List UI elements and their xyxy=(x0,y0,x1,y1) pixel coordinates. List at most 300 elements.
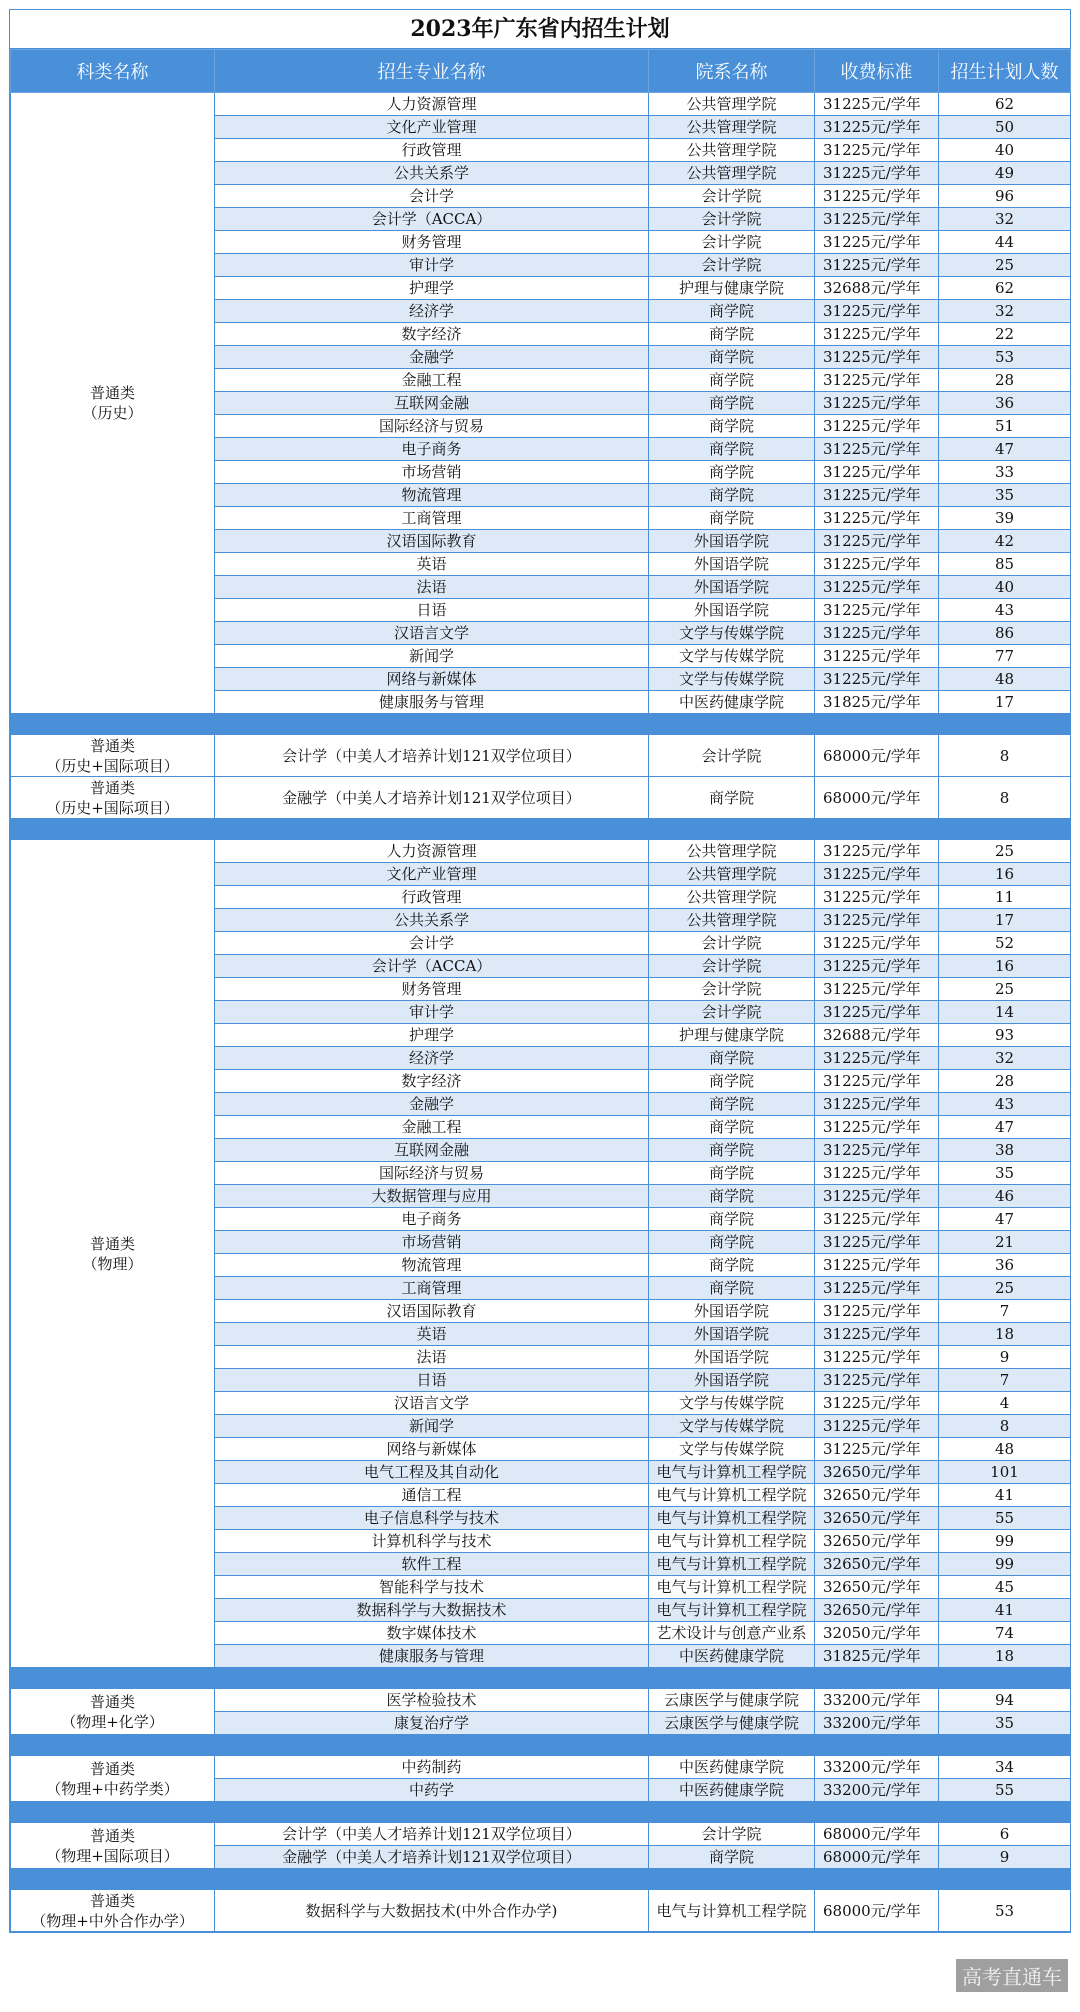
major-cell: 汉语国际教育 xyxy=(215,1300,649,1323)
major-cell: 会计学（中美人才培养计划121双学位项目） xyxy=(215,735,649,777)
major-cell: 工商管理 xyxy=(215,507,649,530)
department-cell: 会计学院 xyxy=(649,955,815,978)
major-cell: 金融学（中美人才培养计划121双学位项目） xyxy=(215,777,649,819)
quota-cell: 8 xyxy=(939,1415,1071,1438)
department-cell: 外国语学院 xyxy=(649,1369,815,1392)
major-cell: 国际经济与贸易 xyxy=(215,415,649,438)
quota-cell: 62 xyxy=(939,277,1071,300)
major-cell: 国际经济与贸易 xyxy=(215,1162,649,1185)
quota-cell: 46 xyxy=(939,1185,1071,1208)
major-cell: 康复治疗学 xyxy=(215,1712,649,1735)
fee-cell: 31225元/学年 xyxy=(815,392,939,415)
department-cell: 商学院 xyxy=(649,1231,815,1254)
major-cell: 日语 xyxy=(215,1369,649,1392)
major-cell: 网络与新媒体 xyxy=(215,1438,649,1461)
fee-cell: 32650元/学年 xyxy=(815,1484,939,1507)
fee-cell: 31225元/学年 xyxy=(815,369,939,392)
department-cell: 商学院 xyxy=(649,507,815,530)
fee-cell: 32688元/学年 xyxy=(815,1024,939,1047)
quota-cell: 8 xyxy=(939,777,1071,819)
department-cell: 公共管理学院 xyxy=(649,863,815,886)
major-cell: 数据科学与大数据技术 xyxy=(215,1599,649,1622)
quota-cell: 9 xyxy=(939,1846,1071,1869)
department-cell: 艺术设计与创意产业系 xyxy=(649,1622,815,1645)
major-cell: 文化产业管理 xyxy=(215,116,649,139)
category-cell xyxy=(11,840,215,1668)
fee-cell: 31225元/学年 xyxy=(815,1438,939,1461)
department-cell: 商学院 xyxy=(649,1093,815,1116)
category-line: 普通类 xyxy=(89,1891,135,1910)
fee-cell: 31225元/学年 xyxy=(815,863,939,886)
quota-cell: 43 xyxy=(939,1093,1071,1116)
major-cell: 人力资源管理 xyxy=(215,93,649,116)
fee-cell: 31225元/学年 xyxy=(815,553,939,576)
quota-cell: 4 xyxy=(939,1392,1071,1415)
group-separator xyxy=(11,1735,1071,1756)
fee-cell: 31225元/学年 xyxy=(815,1277,939,1300)
quota-cell: 28 xyxy=(939,369,1071,392)
quota-cell: 41 xyxy=(939,1599,1071,1622)
department-cell: 电气与计算机工程学院 xyxy=(649,1507,815,1530)
quota-cell: 35 xyxy=(939,1162,1071,1185)
department-cell: 公共管理学院 xyxy=(649,139,815,162)
quota-cell: 48 xyxy=(939,668,1071,691)
fee-cell: 31225元/学年 xyxy=(815,139,939,162)
fee-cell: 31225元/学年 xyxy=(815,1346,939,1369)
fee-cell: 31225元/学年 xyxy=(815,576,939,599)
major-cell: 文化产业管理 xyxy=(215,863,649,886)
fee-cell: 32650元/学年 xyxy=(815,1599,939,1622)
group-separator xyxy=(11,1869,1071,1890)
department-cell: 外国语学院 xyxy=(649,553,815,576)
fee-cell: 31225元/学年 xyxy=(815,1001,939,1024)
fee-cell: 31225元/学年 xyxy=(815,1116,939,1139)
major-cell: 数字媒体技术 xyxy=(215,1622,649,1645)
group-separator xyxy=(11,714,1071,735)
quota-cell: 85 xyxy=(939,553,1071,576)
fee-cell: 32688元/学年 xyxy=(815,277,939,300)
category-line: （物理+中外合作办学） xyxy=(31,1911,194,1930)
table-row xyxy=(11,1890,1071,1932)
fee-cell: 31225元/学年 xyxy=(815,978,939,1001)
major-cell: 电子信息科学与技术 xyxy=(215,1507,649,1530)
department-cell: 商学院 xyxy=(649,1162,815,1185)
major-cell: 电气工程及其自动化 xyxy=(215,1461,649,1484)
quota-cell: 74 xyxy=(939,1622,1071,1645)
major-cell: 新闻学 xyxy=(215,645,649,668)
quota-cell: 18 xyxy=(939,1645,1071,1668)
major-cell: 医学检验技术 xyxy=(215,1689,649,1712)
fee-cell: 33200元/学年 xyxy=(815,1712,939,1735)
category-cell xyxy=(11,735,215,777)
fee-cell: 31225元/学年 xyxy=(815,1392,939,1415)
department-cell: 公共管理学院 xyxy=(649,93,815,116)
quota-cell: 32 xyxy=(939,1047,1071,1070)
quota-cell: 11 xyxy=(939,886,1071,909)
category-cell xyxy=(11,777,215,819)
quota-cell: 99 xyxy=(939,1553,1071,1576)
fee-cell: 31225元/学年 xyxy=(815,461,939,484)
major-cell: 软件工程 xyxy=(215,1553,649,1576)
department-cell: 云康医学与健康学院 xyxy=(649,1689,815,1712)
fee-cell: 31225元/学年 xyxy=(815,323,939,346)
fee-cell: 31225元/学年 xyxy=(815,1231,939,1254)
quota-cell: 48 xyxy=(939,1438,1071,1461)
major-cell: 会计学（中美人才培养计划121双学位项目） xyxy=(215,1823,649,1846)
fee-cell: 31225元/学年 xyxy=(815,955,939,978)
quota-cell: 21 xyxy=(939,1231,1071,1254)
fee-cell: 31225元/学年 xyxy=(815,1139,939,1162)
separator-band xyxy=(11,1668,1071,1689)
fee-cell: 33200元/学年 xyxy=(815,1689,939,1712)
quota-cell: 40 xyxy=(939,576,1071,599)
quota-cell: 42 xyxy=(939,530,1071,553)
quota-cell: 22 xyxy=(939,323,1071,346)
department-cell: 云康医学与健康学院 xyxy=(649,1712,815,1735)
department-cell: 护理与健康学院 xyxy=(649,277,815,300)
quota-cell: 94 xyxy=(939,1689,1071,1712)
fee-cell: 31225元/学年 xyxy=(815,300,939,323)
fee-cell: 31225元/学年 xyxy=(815,507,939,530)
department-cell: 商学院 xyxy=(649,461,815,484)
department-cell: 商学院 xyxy=(649,1139,815,1162)
major-cell: 智能科学与技术 xyxy=(215,1576,649,1599)
separator-band xyxy=(11,714,1071,735)
quota-cell: 43 xyxy=(939,599,1071,622)
major-cell: 英语 xyxy=(215,1323,649,1346)
group-separator xyxy=(11,819,1071,840)
quota-cell: 49 xyxy=(939,162,1071,185)
major-cell: 数字经济 xyxy=(215,323,649,346)
category-line: 普通类 xyxy=(89,1759,135,1778)
quota-cell: 7 xyxy=(939,1300,1071,1323)
fee-cell: 32650元/学年 xyxy=(815,1553,939,1576)
fee-cell: 31225元/学年 xyxy=(815,438,939,461)
quota-cell: 7 xyxy=(939,1369,1071,1392)
quota-cell: 47 xyxy=(939,438,1071,461)
department-cell: 文学与传媒学院 xyxy=(649,622,815,645)
quota-cell: 53 xyxy=(939,1890,1071,1932)
header-major: 招生专业名称 xyxy=(215,50,649,93)
category-line: 普通类 xyxy=(89,1234,135,1253)
department-cell: 外国语学院 xyxy=(649,1346,815,1369)
major-cell: 行政管理 xyxy=(215,886,649,909)
quota-cell: 8 xyxy=(939,735,1071,777)
major-cell: 中药制药 xyxy=(215,1756,649,1779)
department-cell: 商学院 xyxy=(649,1047,815,1070)
fee-cell: 31225元/学年 xyxy=(815,208,939,231)
department-cell: 会计学院 xyxy=(649,231,815,254)
department-cell: 会计学院 xyxy=(649,735,815,777)
department-cell: 公共管理学院 xyxy=(649,840,815,863)
major-cell: 工商管理 xyxy=(215,1277,649,1300)
department-cell: 商学院 xyxy=(649,369,815,392)
category-line: （物理+国际项目） xyxy=(46,1846,179,1865)
quota-cell: 50 xyxy=(939,116,1071,139)
fee-cell: 31225元/学年 xyxy=(815,530,939,553)
major-cell: 大数据管理与应用 xyxy=(215,1185,649,1208)
department-cell: 商学院 xyxy=(649,1208,815,1231)
header-department: 院系名称 xyxy=(649,50,815,93)
quota-cell: 55 xyxy=(939,1779,1071,1802)
fee-cell: 32650元/学年 xyxy=(815,1461,939,1484)
table-row xyxy=(11,840,1071,863)
department-cell: 中医药健康学院 xyxy=(649,691,815,714)
major-cell: 电子商务 xyxy=(215,1208,649,1231)
major-cell: 金融学 xyxy=(215,346,649,369)
group-separator xyxy=(11,1802,1071,1823)
fee-cell: 31225元/学年 xyxy=(815,116,939,139)
major-cell: 护理学 xyxy=(215,1024,649,1047)
quota-cell: 45 xyxy=(939,1576,1071,1599)
major-cell: 财务管理 xyxy=(215,231,649,254)
major-cell: 中药学 xyxy=(215,1779,649,1802)
department-cell: 商学院 xyxy=(649,346,815,369)
major-cell: 互联网金融 xyxy=(215,392,649,415)
major-cell: 英语 xyxy=(215,553,649,576)
quota-cell: 101 xyxy=(939,1461,1071,1484)
table-header-row xyxy=(11,50,1071,93)
fee-cell: 31225元/学年 xyxy=(815,231,939,254)
major-cell: 经济学 xyxy=(215,300,649,323)
quota-cell: 17 xyxy=(939,691,1071,714)
major-cell: 法语 xyxy=(215,1346,649,1369)
quota-cell: 14 xyxy=(939,1001,1071,1024)
major-cell: 网络与新媒体 xyxy=(215,668,649,691)
fee-cell: 31225元/学年 xyxy=(815,1070,939,1093)
major-cell: 日语 xyxy=(215,599,649,622)
quota-cell: 40 xyxy=(939,139,1071,162)
fee-cell: 31225元/学年 xyxy=(815,254,939,277)
quota-cell: 93 xyxy=(939,1024,1071,1047)
fee-cell: 31225元/学年 xyxy=(815,1093,939,1116)
page-title: 2023年广东省内招生计划 xyxy=(10,10,1070,49)
fee-cell: 31225元/学年 xyxy=(815,1162,939,1185)
major-cell: 健康服务与管理 xyxy=(215,691,649,714)
fee-cell: 32650元/学年 xyxy=(815,1530,939,1553)
department-cell: 外国语学院 xyxy=(649,530,815,553)
separator-band xyxy=(11,1802,1071,1823)
fee-cell: 68000元/学年 xyxy=(815,1890,939,1932)
department-cell: 外国语学院 xyxy=(649,1300,815,1323)
category-line: 普通类 xyxy=(89,736,135,755)
department-cell: 文学与传媒学院 xyxy=(649,1438,815,1461)
quota-cell: 99 xyxy=(939,1530,1071,1553)
quota-cell: 62 xyxy=(939,93,1071,116)
quota-cell: 55 xyxy=(939,1507,1071,1530)
major-cell: 公共关系学 xyxy=(215,162,649,185)
major-cell: 市场营销 xyxy=(215,461,649,484)
major-cell: 金融学 xyxy=(215,1093,649,1116)
category-line: （物理+中药学类） xyxy=(46,1779,179,1798)
category-cell xyxy=(11,1823,215,1869)
fee-cell: 31225元/学年 xyxy=(815,185,939,208)
department-cell: 会计学院 xyxy=(649,254,815,277)
fee-cell: 31225元/学年 xyxy=(815,840,939,863)
fee-cell: 31225元/学年 xyxy=(815,484,939,507)
major-cell: 公共关系学 xyxy=(215,909,649,932)
fee-cell: 31225元/学年 xyxy=(815,162,939,185)
fee-cell: 31225元/学年 xyxy=(815,1300,939,1323)
quota-cell: 25 xyxy=(939,1277,1071,1300)
major-cell: 审计学 xyxy=(215,254,649,277)
department-cell: 电气与计算机工程学院 xyxy=(649,1576,815,1599)
department-cell: 电气与计算机工程学院 xyxy=(649,1484,815,1507)
category-line: 普通类 xyxy=(89,1692,135,1711)
fee-cell: 31225元/学年 xyxy=(815,415,939,438)
quota-cell: 16 xyxy=(939,955,1071,978)
quota-cell: 38 xyxy=(939,1139,1071,1162)
quota-cell: 39 xyxy=(939,507,1071,530)
department-cell: 电气与计算机工程学院 xyxy=(649,1461,815,1484)
major-cell: 健康服务与管理 xyxy=(215,1645,649,1668)
department-cell: 商学院 xyxy=(649,1116,815,1139)
quota-cell: 6 xyxy=(939,1823,1071,1846)
major-cell: 行政管理 xyxy=(215,139,649,162)
department-cell: 会计学院 xyxy=(649,978,815,1001)
quota-cell: 17 xyxy=(939,909,1071,932)
fee-cell: 31225元/学年 xyxy=(815,1369,939,1392)
fee-cell: 31225元/学年 xyxy=(815,599,939,622)
department-cell: 中医药健康学院 xyxy=(649,1645,815,1668)
major-cell: 会计学 xyxy=(215,932,649,955)
major-cell: 互联网金融 xyxy=(215,1139,649,1162)
category-cell xyxy=(11,93,215,714)
separator-band xyxy=(11,1735,1071,1756)
quota-cell: 33 xyxy=(939,461,1071,484)
category-cell xyxy=(11,1890,215,1932)
watermark: 高考直通车 xyxy=(956,1959,1068,1992)
department-cell: 商学院 xyxy=(649,415,815,438)
category-line: 普通类 xyxy=(89,1826,135,1845)
major-cell: 电子商务 xyxy=(215,438,649,461)
fee-cell: 31225元/学年 xyxy=(815,1254,939,1277)
department-cell: 电气与计算机工程学院 xyxy=(649,1553,815,1576)
table-row xyxy=(11,1756,1071,1779)
fee-cell: 31225元/学年 xyxy=(815,932,939,955)
department-cell: 商学院 xyxy=(649,1277,815,1300)
department-cell: 中医药健康学院 xyxy=(649,1756,815,1779)
fee-cell: 33200元/学年 xyxy=(815,1756,939,1779)
category-line: （历史） xyxy=(82,404,143,422)
major-cell: 数据科学与大数据技术(中外合作办学) xyxy=(215,1890,649,1932)
category-line: （历史+国际项目） xyxy=(46,798,179,817)
quota-cell: 77 xyxy=(939,645,1071,668)
quota-cell: 52 xyxy=(939,932,1071,955)
department-cell: 会计学院 xyxy=(649,185,815,208)
department-cell: 会计学院 xyxy=(649,1823,815,1846)
major-cell: 通信工程 xyxy=(215,1484,649,1507)
header-fee: 收费标准 xyxy=(815,50,939,93)
department-cell: 会计学院 xyxy=(649,1001,815,1024)
table-row xyxy=(11,1689,1071,1712)
fee-cell: 32650元/学年 xyxy=(815,1576,939,1599)
quota-cell: 28 xyxy=(939,1070,1071,1093)
department-cell: 商学院 xyxy=(649,1185,815,1208)
quota-cell: 35 xyxy=(939,1712,1071,1735)
enrollment-table xyxy=(10,49,1071,1932)
department-cell: 文学与传媒学院 xyxy=(649,668,815,691)
department-cell: 电气与计算机工程学院 xyxy=(649,1890,815,1932)
department-cell: 中医药健康学院 xyxy=(649,1779,815,1802)
major-cell: 计算机科学与技术 xyxy=(215,1530,649,1553)
category-line: （历史+国际项目） xyxy=(46,756,179,775)
department-cell: 商学院 xyxy=(649,438,815,461)
department-cell: 公共管理学院 xyxy=(649,886,815,909)
department-cell: 外国语学院 xyxy=(649,576,815,599)
fee-cell: 31825元/学年 xyxy=(815,1645,939,1668)
separator-band xyxy=(11,819,1071,840)
category-line: 普通类 xyxy=(89,384,135,402)
fee-cell: 33200元/学年 xyxy=(815,1779,939,1802)
table-row xyxy=(11,735,1071,777)
fee-cell: 31225元/学年 xyxy=(815,1323,939,1346)
enrollment-plan-sheet xyxy=(9,9,1071,1933)
fee-cell: 31225元/学年 xyxy=(815,668,939,691)
major-cell: 人力资源管理 xyxy=(215,840,649,863)
major-cell: 市场营销 xyxy=(215,1231,649,1254)
quota-cell: 9 xyxy=(939,1346,1071,1369)
department-cell: 公共管理学院 xyxy=(649,909,815,932)
header-category: 科类名称 xyxy=(11,50,215,93)
department-cell: 商学院 xyxy=(649,392,815,415)
department-cell: 商学院 xyxy=(649,484,815,507)
table-row xyxy=(11,777,1071,819)
table-row xyxy=(11,93,1071,116)
group-separator xyxy=(11,1668,1071,1689)
quota-cell: 53 xyxy=(939,346,1071,369)
category-cell xyxy=(11,1689,215,1735)
quota-cell: 34 xyxy=(939,1756,1071,1779)
category-line: 普通类 xyxy=(89,778,135,797)
fee-cell: 31225元/学年 xyxy=(815,1047,939,1070)
major-cell: 会计学 xyxy=(215,185,649,208)
quota-cell: 51 xyxy=(939,415,1071,438)
fee-cell: 31225元/学年 xyxy=(815,346,939,369)
fee-cell: 68000元/学年 xyxy=(815,1846,939,1869)
quota-cell: 41 xyxy=(939,1484,1071,1507)
fee-cell: 68000元/学年 xyxy=(815,1823,939,1846)
quota-cell: 96 xyxy=(939,185,1071,208)
department-cell: 电气与计算机工程学院 xyxy=(649,1599,815,1622)
separator-band xyxy=(11,1869,1071,1890)
quota-cell: 25 xyxy=(939,840,1071,863)
category-line: （物理） xyxy=(82,1254,143,1273)
quota-cell: 47 xyxy=(939,1116,1071,1139)
quota-cell: 36 xyxy=(939,392,1071,415)
department-cell: 商学院 xyxy=(649,777,815,819)
fee-cell: 31825元/学年 xyxy=(815,691,939,714)
major-cell: 金融工程 xyxy=(215,369,649,392)
major-cell: 会计学（ACCA） xyxy=(215,208,649,231)
major-cell: 财务管理 xyxy=(215,978,649,1001)
fee-cell: 31225元/学年 xyxy=(815,1208,939,1231)
major-cell: 数字经济 xyxy=(215,1070,649,1093)
department-cell: 商学院 xyxy=(649,1070,815,1093)
major-cell: 金融学（中美人才培养计划121双学位项目） xyxy=(215,1846,649,1869)
department-cell: 商学院 xyxy=(649,1846,815,1869)
quota-cell: 18 xyxy=(939,1323,1071,1346)
department-cell: 文学与传媒学院 xyxy=(649,645,815,668)
department-cell: 会计学院 xyxy=(649,932,815,955)
quota-cell: 25 xyxy=(939,254,1071,277)
department-cell: 外国语学院 xyxy=(649,1323,815,1346)
quota-cell: 36 xyxy=(939,1254,1071,1277)
fee-cell: 31225元/学年 xyxy=(815,93,939,116)
fee-cell: 32650元/学年 xyxy=(815,1507,939,1530)
quota-cell: 32 xyxy=(939,208,1071,231)
department-cell: 文学与传媒学院 xyxy=(649,1415,815,1438)
